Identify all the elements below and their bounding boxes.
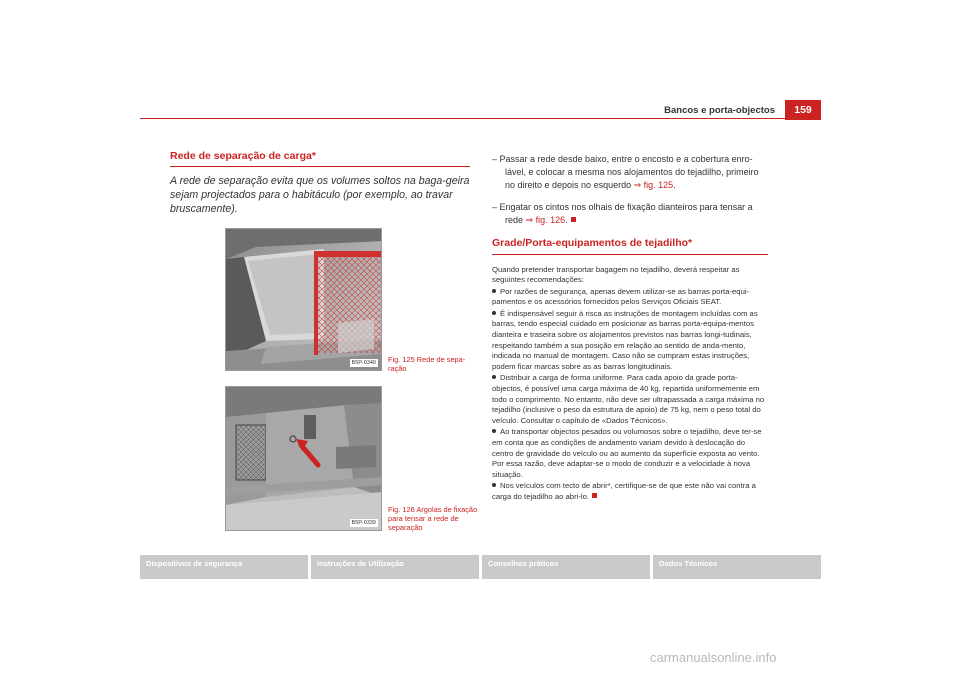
instruction-step: – Passar a rede desde baixo, entre o encosto e a cobertura enro-lável, e colocar a mesma nos alojamentos do tejadilho, primeiro no direito e depois no esquerdo ⇒ fig. 125. bbox=[492, 154, 759, 190]
figure-126-illustration bbox=[226, 387, 382, 531]
footer-navigation bbox=[140, 555, 821, 579]
bullet-item: É indispensável seguir à risca as instruções de montagem incluídas com as barras, tendo especial cuidado em posicionar as barras porta-equipa-mentos dianteira e traseira sobre os alojamentos previstos nas barras longi-tudinais, respeitando também a sua posição em relação ao sentido de anda-mento, indicada no manual de montagem. Caso não se cumpram estas instruções, podem ficar marcas sobre as as barras longitudinais. bbox=[492, 308, 758, 371]
paragraph: Quando pretender transportar bagagem no tejadilho, deverá respeitar as seguintes recomendações: bbox=[492, 264, 740, 285]
left-column bbox=[170, 150, 470, 216]
bullet-icon bbox=[492, 311, 496, 315]
figure-caption: Fig. 126 Argolas de fixação para tensar a rede de separação bbox=[388, 505, 478, 532]
figure-reference-link[interactable]: ⇒ fig. 126 bbox=[525, 215, 566, 225]
bullet-icon bbox=[492, 375, 496, 379]
running-header: Bancos e porta-objectos bbox=[664, 105, 775, 116]
figure-code: B5P-0339 bbox=[351, 520, 376, 526]
tab-conselhos-praticos[interactable]: Conselhos práticos bbox=[482, 555, 650, 579]
instruction-step: – Engatar os cintos nos olhais de fixação dianteiros para tensar a rede ⇒ fig. 126. bbox=[492, 202, 753, 225]
title-rule bbox=[492, 254, 768, 255]
header-rule bbox=[140, 118, 821, 119]
section-title: Rede de separação de carga* bbox=[170, 150, 316, 162]
bullet-icon bbox=[492, 289, 496, 293]
figure-125-illustration bbox=[226, 229, 382, 371]
figure-code: B5P-0340 bbox=[351, 360, 376, 366]
bullet-icon bbox=[492, 429, 496, 433]
section-body bbox=[492, 265, 768, 503]
bullet-item: Nos veículos com tecto de abrir*, certifique-se de que este não vai contra a carga do tejadilho ao abri-lo. bbox=[492, 481, 756, 501]
figure-125 bbox=[225, 228, 382, 371]
tab-instrucoes-utilizacao[interactable]: Instruções de Utilização bbox=[311, 555, 479, 579]
figure-126 bbox=[225, 386, 382, 531]
end-marker-icon bbox=[571, 217, 576, 222]
figure-caption: Fig. 125 Rede de sepa-ração bbox=[388, 355, 466, 373]
page-number: 159 bbox=[785, 100, 821, 120]
bullet-item: Distribuir a carga de forma uniforme. Para cada apoio da grade porta-objectos, é possível uma carga máxima de 40 kg, repartida uniformemente em todo o comprimento. No entanto, não deve ser ultrapassada a carga máxima no tejadilho (inclusive o peso da estrutura de apoio) de 75 kg, nem o peso total do veículo. Consultar o capítulo de «Dados Técnicos». bbox=[492, 373, 765, 425]
section-title: Grade/Porta-equipamentos de tejadilho* bbox=[492, 237, 693, 249]
section-intro: A rede de separação evita que os volumes soltos na baga-geira sejam projectados para o habitáculo (por exemplo, ao travar bruscamente). bbox=[170, 175, 470, 215]
title-rule bbox=[170, 166, 470, 167]
watermark: carmanualsonline.info bbox=[650, 650, 777, 665]
tab-dispositivos-seguranca[interactable]: Dispositivos de segurança bbox=[140, 555, 308, 579]
figure-reference-link[interactable]: ⇒ fig. 125 bbox=[633, 180, 674, 190]
bullet-icon bbox=[492, 483, 496, 487]
tab-dados-tecnicos[interactable]: Dados Técnicos bbox=[653, 555, 821, 579]
right-column bbox=[492, 153, 768, 504]
end-marker-icon bbox=[592, 493, 597, 498]
bullet-item: Ao transportar objectos pesados ou volumosos sobre o tejadilho, deve ter-se em conta que as condições de andamento variam devido à deslocação do centro de gravidade do veículo ou ao aumento da superfície exposta ao vento. Por essa razão, deve adaptar-se o modo de conduzir e a velocidade à nova situação. bbox=[492, 427, 762, 479]
bullet-item: Por razões de segurança, apenas devem utilizar-se as barras porta-equi-pamentos e os acessórios fornecidos pelos Serviços Oficiais SEAT. bbox=[492, 286, 750, 307]
